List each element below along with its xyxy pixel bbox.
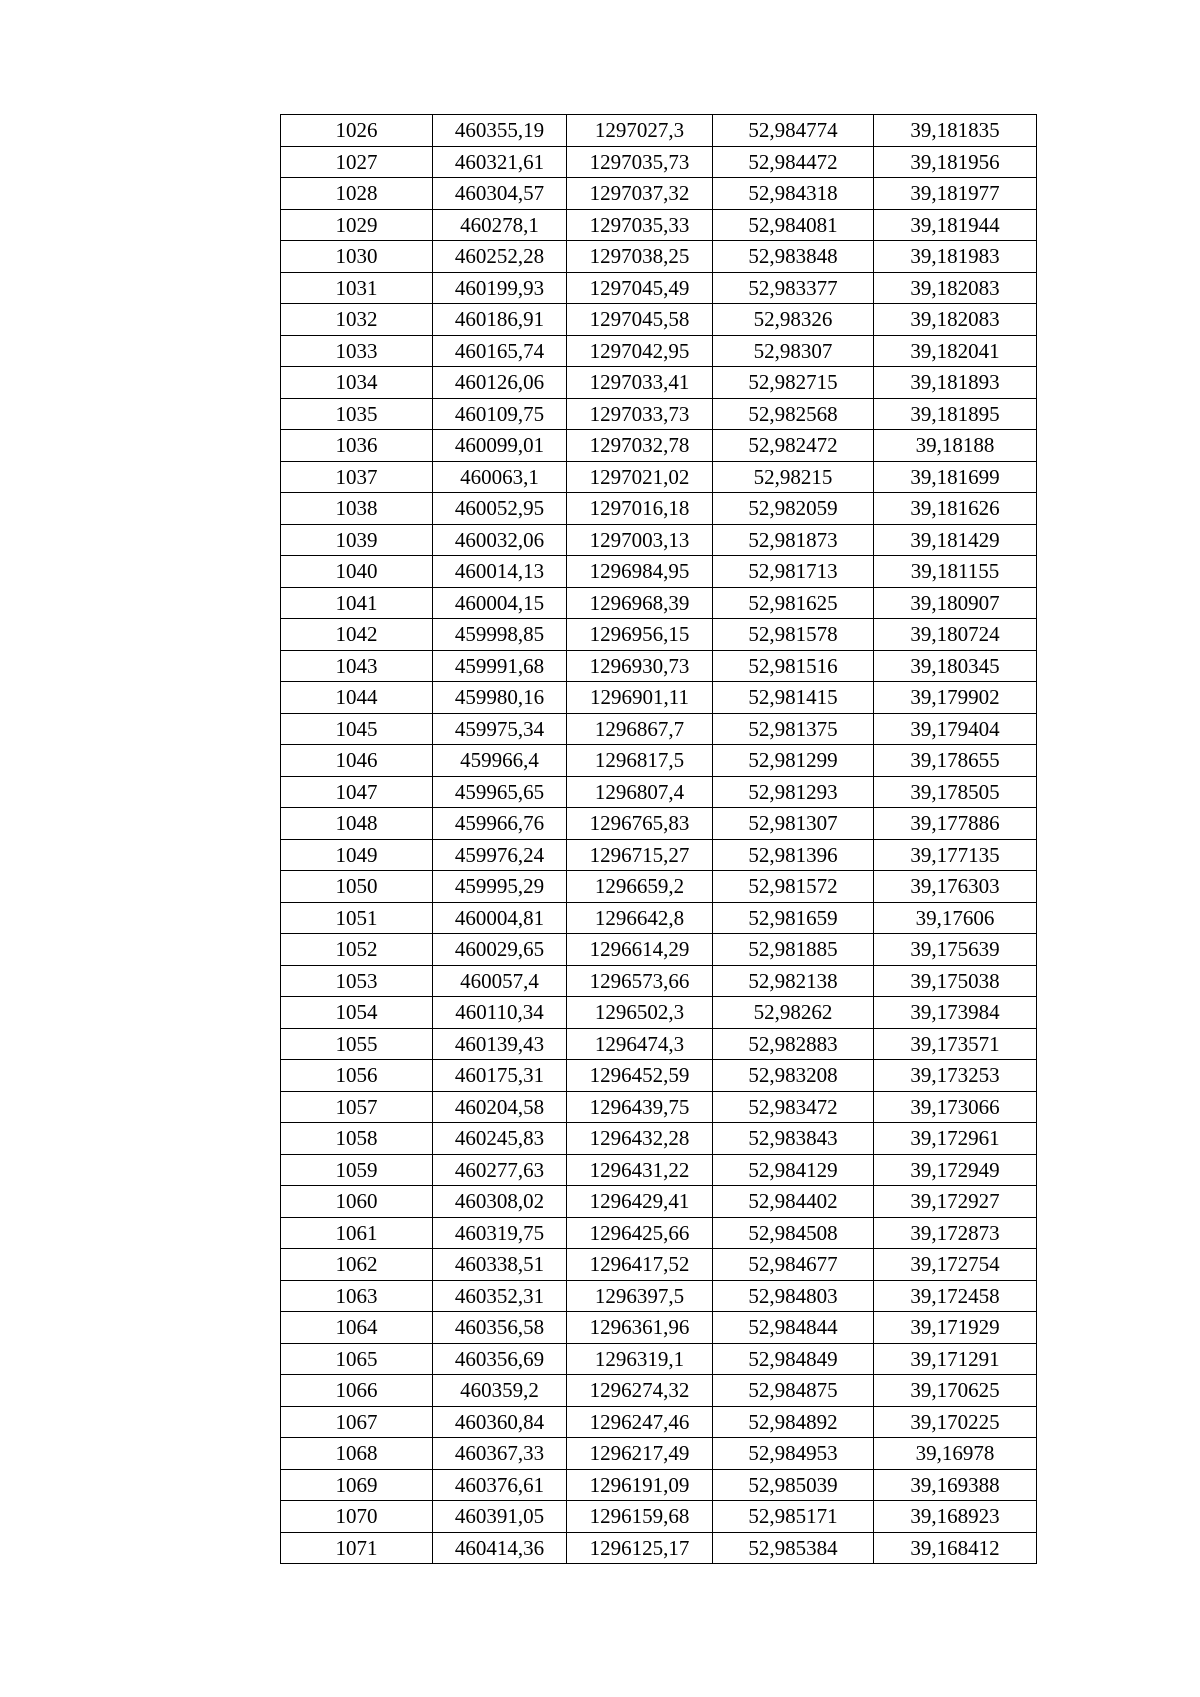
table-row — [281, 776, 1037, 808]
x-coordinate-cell: 460367,33 — [433, 1438, 567, 1470]
table-row — [281, 178, 1037, 210]
table-row — [281, 1091, 1037, 1123]
longitude-cell: 39,181895 — [874, 398, 1037, 430]
latitude-cell: 52,981396 — [713, 839, 874, 871]
table-row — [281, 997, 1037, 1029]
longitude-cell: 39,177135 — [874, 839, 1037, 871]
x-coordinate-cell: 460308,02 — [433, 1186, 567, 1218]
longitude-cell: 39,16978 — [874, 1438, 1037, 1470]
y-coordinate-cell: 1296439,75 — [567, 1091, 713, 1123]
point-number-cell: 1057 — [281, 1091, 433, 1123]
y-coordinate-cell: 1296474,3 — [567, 1028, 713, 1060]
point-number-cell: 1054 — [281, 997, 433, 1029]
point-number-cell: 1031 — [281, 272, 433, 304]
table-row — [281, 650, 1037, 682]
table-row — [281, 1501, 1037, 1533]
latitude-cell: 52,984849 — [713, 1343, 874, 1375]
point-number-cell: 1036 — [281, 430, 433, 462]
y-coordinate-cell: 1297016,18 — [567, 493, 713, 525]
y-coordinate-cell: 1296901,11 — [567, 682, 713, 714]
longitude-cell: 39,168923 — [874, 1501, 1037, 1533]
x-coordinate-cell: 460356,58 — [433, 1312, 567, 1344]
y-coordinate-cell: 1297035,33 — [567, 209, 713, 241]
x-coordinate-cell: 460304,57 — [433, 178, 567, 210]
point-number-cell: 1056 — [281, 1060, 433, 1092]
y-coordinate-cell: 1296715,27 — [567, 839, 713, 871]
point-number-cell: 1070 — [281, 1501, 433, 1533]
x-coordinate-cell: 460277,63 — [433, 1154, 567, 1186]
point-number-cell: 1027 — [281, 146, 433, 178]
point-number-cell: 1060 — [281, 1186, 433, 1218]
x-coordinate-cell: 460359,2 — [433, 1375, 567, 1407]
longitude-cell: 39,175038 — [874, 965, 1037, 997]
latitude-cell: 52,981625 — [713, 587, 874, 619]
point-number-cell: 1040 — [281, 556, 433, 588]
longitude-cell: 39,172961 — [874, 1123, 1037, 1155]
y-coordinate-cell: 1296765,83 — [567, 808, 713, 840]
latitude-cell: 52,981415 — [713, 682, 874, 714]
point-number-cell: 1045 — [281, 713, 433, 745]
latitude-cell: 52,984508 — [713, 1217, 874, 1249]
table-row — [281, 304, 1037, 336]
y-coordinate-cell: 1296361,96 — [567, 1312, 713, 1344]
longitude-cell: 39,173066 — [874, 1091, 1037, 1123]
y-coordinate-cell: 1296125,17 — [567, 1532, 713, 1564]
x-coordinate-cell: 459980,16 — [433, 682, 567, 714]
y-coordinate-cell: 1296642,8 — [567, 902, 713, 934]
y-coordinate-cell: 1297033,73 — [567, 398, 713, 430]
point-number-cell: 1061 — [281, 1217, 433, 1249]
y-coordinate-cell: 1296956,15 — [567, 619, 713, 651]
table-row — [281, 1312, 1037, 1344]
latitude-cell: 52,981659 — [713, 902, 874, 934]
y-coordinate-cell: 1297045,49 — [567, 272, 713, 304]
longitude-cell: 39,178505 — [874, 776, 1037, 808]
table-row — [281, 367, 1037, 399]
latitude-cell: 52,984081 — [713, 209, 874, 241]
y-coordinate-cell: 1296502,3 — [567, 997, 713, 1029]
point-number-cell: 1064 — [281, 1312, 433, 1344]
x-coordinate-cell: 460278,1 — [433, 209, 567, 241]
latitude-cell: 52,983843 — [713, 1123, 874, 1155]
y-coordinate-cell: 1296247,46 — [567, 1406, 713, 1438]
point-number-cell: 1052 — [281, 934, 433, 966]
longitude-cell: 39,172927 — [874, 1186, 1037, 1218]
longitude-cell: 39,181155 — [874, 556, 1037, 588]
latitude-cell: 52,981293 — [713, 776, 874, 808]
table-row — [281, 1060, 1037, 1092]
longitude-cell: 39,181626 — [874, 493, 1037, 525]
longitude-cell: 39,179404 — [874, 713, 1037, 745]
longitude-cell: 39,177886 — [874, 808, 1037, 840]
x-coordinate-cell: 459998,85 — [433, 619, 567, 651]
table-row — [281, 1154, 1037, 1186]
x-coordinate-cell: 460199,93 — [433, 272, 567, 304]
y-coordinate-cell: 1296217,49 — [567, 1438, 713, 1470]
x-coordinate-cell: 460319,75 — [433, 1217, 567, 1249]
table-row — [281, 241, 1037, 273]
table-row — [281, 524, 1037, 556]
x-coordinate-cell: 460355,19 — [433, 115, 567, 147]
latitude-cell: 52,984953 — [713, 1438, 874, 1470]
x-coordinate-cell: 460356,69 — [433, 1343, 567, 1375]
latitude-cell: 52,984844 — [713, 1312, 874, 1344]
point-number-cell: 1041 — [281, 587, 433, 619]
x-coordinate-cell: 459966,4 — [433, 745, 567, 777]
table-row — [281, 1438, 1037, 1470]
table-row — [281, 682, 1037, 714]
y-coordinate-cell: 1297021,02 — [567, 461, 713, 493]
x-coordinate-cell: 459975,34 — [433, 713, 567, 745]
x-coordinate-cell: 460052,95 — [433, 493, 567, 525]
y-coordinate-cell: 1296984,95 — [567, 556, 713, 588]
y-coordinate-cell: 1297032,78 — [567, 430, 713, 462]
longitude-cell: 39,181429 — [874, 524, 1037, 556]
y-coordinate-cell: 1297003,13 — [567, 524, 713, 556]
latitude-cell: 52,984875 — [713, 1375, 874, 1407]
latitude-cell: 52,983377 — [713, 272, 874, 304]
x-coordinate-cell: 460414,36 — [433, 1532, 567, 1564]
latitude-cell: 52,982883 — [713, 1028, 874, 1060]
y-coordinate-cell: 1297038,25 — [567, 241, 713, 273]
latitude-cell: 52,981873 — [713, 524, 874, 556]
x-coordinate-cell: 460110,34 — [433, 997, 567, 1029]
point-number-cell: 1034 — [281, 367, 433, 399]
latitude-cell: 52,981572 — [713, 871, 874, 903]
table-row — [281, 1217, 1037, 1249]
y-coordinate-cell: 1296807,4 — [567, 776, 713, 808]
coordinates-table-body — [281, 115, 1037, 1564]
point-number-cell: 1044 — [281, 682, 433, 714]
point-number-cell: 1042 — [281, 619, 433, 651]
latitude-cell: 52,981516 — [713, 650, 874, 682]
y-coordinate-cell: 1296191,09 — [567, 1469, 713, 1501]
point-number-cell: 1050 — [281, 871, 433, 903]
x-coordinate-cell: 460063,1 — [433, 461, 567, 493]
x-coordinate-cell: 460252,28 — [433, 241, 567, 273]
table-row — [281, 1028, 1037, 1060]
y-coordinate-cell: 1296397,5 — [567, 1280, 713, 1312]
y-coordinate-cell: 1297035,73 — [567, 146, 713, 178]
y-coordinate-cell: 1297033,41 — [567, 367, 713, 399]
table-row — [281, 745, 1037, 777]
y-coordinate-cell: 1296930,73 — [567, 650, 713, 682]
x-coordinate-cell: 460126,06 — [433, 367, 567, 399]
x-coordinate-cell: 460032,06 — [433, 524, 567, 556]
latitude-cell: 52,984472 — [713, 146, 874, 178]
x-coordinate-cell: 460175,31 — [433, 1060, 567, 1092]
table-row — [281, 1406, 1037, 1438]
latitude-cell: 52,982138 — [713, 965, 874, 997]
point-number-cell: 1063 — [281, 1280, 433, 1312]
longitude-cell: 39,176303 — [874, 871, 1037, 903]
table-row — [281, 556, 1037, 588]
x-coordinate-cell: 460165,74 — [433, 335, 567, 367]
x-coordinate-cell: 460029,65 — [433, 934, 567, 966]
table-row — [281, 808, 1037, 840]
longitude-cell: 39,172873 — [874, 1217, 1037, 1249]
point-number-cell: 1039 — [281, 524, 433, 556]
longitude-cell: 39,181835 — [874, 115, 1037, 147]
longitude-cell: 39,179902 — [874, 682, 1037, 714]
latitude-cell: 52,98307 — [713, 335, 874, 367]
longitude-cell: 39,17606 — [874, 902, 1037, 934]
latitude-cell: 52,982059 — [713, 493, 874, 525]
longitude-cell: 39,180345 — [874, 650, 1037, 682]
point-number-cell: 1029 — [281, 209, 433, 241]
longitude-cell: 39,172754 — [874, 1249, 1037, 1281]
longitude-cell: 39,168412 — [874, 1532, 1037, 1564]
point-number-cell: 1059 — [281, 1154, 433, 1186]
table-row — [281, 1343, 1037, 1375]
longitude-cell: 39,181977 — [874, 178, 1037, 210]
point-number-cell: 1068 — [281, 1438, 433, 1470]
table-row — [281, 1123, 1037, 1155]
point-number-cell: 1069 — [281, 1469, 433, 1501]
x-coordinate-cell: 460204,58 — [433, 1091, 567, 1123]
latitude-cell: 52,982568 — [713, 398, 874, 430]
point-number-cell: 1055 — [281, 1028, 433, 1060]
point-number-cell: 1067 — [281, 1406, 433, 1438]
longitude-cell: 39,173253 — [874, 1060, 1037, 1092]
longitude-cell: 39,182041 — [874, 335, 1037, 367]
latitude-cell: 52,984318 — [713, 178, 874, 210]
longitude-cell: 39,169388 — [874, 1469, 1037, 1501]
longitude-cell: 39,181983 — [874, 241, 1037, 273]
point-number-cell: 1043 — [281, 650, 433, 682]
y-coordinate-cell: 1296573,66 — [567, 965, 713, 997]
point-number-cell: 1053 — [281, 965, 433, 997]
longitude-cell: 39,170625 — [874, 1375, 1037, 1407]
x-coordinate-cell: 459976,24 — [433, 839, 567, 871]
point-number-cell: 1038 — [281, 493, 433, 525]
x-coordinate-cell: 460376,61 — [433, 1469, 567, 1501]
longitude-cell: 39,181699 — [874, 461, 1037, 493]
y-coordinate-cell: 1297037,32 — [567, 178, 713, 210]
point-number-cell: 1048 — [281, 808, 433, 840]
point-number-cell: 1062 — [281, 1249, 433, 1281]
longitude-cell: 39,182083 — [874, 272, 1037, 304]
latitude-cell: 52,981885 — [713, 934, 874, 966]
longitude-cell: 39,172949 — [874, 1154, 1037, 1186]
latitude-cell: 52,985171 — [713, 1501, 874, 1533]
point-number-cell: 1065 — [281, 1343, 433, 1375]
longitude-cell: 39,173571 — [874, 1028, 1037, 1060]
table-row — [281, 209, 1037, 241]
x-coordinate-cell: 460391,05 — [433, 1501, 567, 1533]
x-coordinate-cell: 460014,13 — [433, 556, 567, 588]
latitude-cell: 52,981713 — [713, 556, 874, 588]
table-row — [281, 335, 1037, 367]
x-coordinate-cell: 460139,43 — [433, 1028, 567, 1060]
point-number-cell: 1030 — [281, 241, 433, 273]
longitude-cell: 39,172458 — [874, 1280, 1037, 1312]
x-coordinate-cell: 460057,4 — [433, 965, 567, 997]
longitude-cell: 39,182083 — [874, 304, 1037, 336]
y-coordinate-cell: 1296817,5 — [567, 745, 713, 777]
table-row — [281, 1469, 1037, 1501]
point-number-cell: 1058 — [281, 1123, 433, 1155]
x-coordinate-cell: 459991,68 — [433, 650, 567, 682]
latitude-cell: 52,984803 — [713, 1280, 874, 1312]
longitude-cell: 39,170225 — [874, 1406, 1037, 1438]
longitude-cell: 39,18188 — [874, 430, 1037, 462]
latitude-cell: 52,98262 — [713, 997, 874, 1029]
latitude-cell: 52,982472 — [713, 430, 874, 462]
latitude-cell: 52,981578 — [713, 619, 874, 651]
y-coordinate-cell: 1296968,39 — [567, 587, 713, 619]
x-coordinate-cell: 460321,61 — [433, 146, 567, 178]
longitude-cell: 39,180724 — [874, 619, 1037, 651]
y-coordinate-cell: 1297042,95 — [567, 335, 713, 367]
point-number-cell: 1049 — [281, 839, 433, 871]
point-number-cell: 1028 — [281, 178, 433, 210]
x-coordinate-cell: 459966,76 — [433, 808, 567, 840]
table-row — [281, 493, 1037, 525]
longitude-cell: 39,178655 — [874, 745, 1037, 777]
table-row — [281, 902, 1037, 934]
longitude-cell: 39,175639 — [874, 934, 1037, 966]
table-row — [281, 619, 1037, 651]
latitude-cell: 52,982715 — [713, 367, 874, 399]
y-coordinate-cell: 1296429,41 — [567, 1186, 713, 1218]
latitude-cell: 52,981375 — [713, 713, 874, 745]
point-number-cell: 1037 — [281, 461, 433, 493]
x-coordinate-cell: 460004,81 — [433, 902, 567, 934]
table-row — [281, 934, 1037, 966]
latitude-cell: 52,981307 — [713, 808, 874, 840]
y-coordinate-cell: 1296425,66 — [567, 1217, 713, 1249]
y-coordinate-cell: 1296867,7 — [567, 713, 713, 745]
table-row — [281, 430, 1037, 462]
longitude-cell: 39,180907 — [874, 587, 1037, 619]
point-number-cell: 1033 — [281, 335, 433, 367]
coordinates-table — [280, 114, 1037, 1564]
x-coordinate-cell: 460186,91 — [433, 304, 567, 336]
point-number-cell: 1066 — [281, 1375, 433, 1407]
x-coordinate-cell: 460004,15 — [433, 587, 567, 619]
table-row — [281, 398, 1037, 430]
longitude-cell: 39,171929 — [874, 1312, 1037, 1344]
y-coordinate-cell: 1296452,59 — [567, 1060, 713, 1092]
latitude-cell: 52,984774 — [713, 115, 874, 147]
latitude-cell: 52,983208 — [713, 1060, 874, 1092]
point-number-cell: 1051 — [281, 902, 433, 934]
table-row — [281, 461, 1037, 493]
table-row — [281, 587, 1037, 619]
table-row — [281, 1375, 1037, 1407]
latitude-cell: 52,984677 — [713, 1249, 874, 1281]
y-coordinate-cell: 1297027,3 — [567, 115, 713, 147]
latitude-cell: 52,984892 — [713, 1406, 874, 1438]
y-coordinate-cell: 1297045,58 — [567, 304, 713, 336]
table-row — [281, 1532, 1037, 1564]
point-number-cell: 1035 — [281, 398, 433, 430]
latitude-cell: 52,981299 — [713, 745, 874, 777]
y-coordinate-cell: 1296614,29 — [567, 934, 713, 966]
longitude-cell: 39,181944 — [874, 209, 1037, 241]
latitude-cell: 52,985039 — [713, 1469, 874, 1501]
x-coordinate-cell: 460099,01 — [433, 430, 567, 462]
table-row — [281, 871, 1037, 903]
point-number-cell: 1047 — [281, 776, 433, 808]
latitude-cell: 52,98215 — [713, 461, 874, 493]
table-row — [281, 1186, 1037, 1218]
x-coordinate-cell: 460109,75 — [433, 398, 567, 430]
x-coordinate-cell: 460245,83 — [433, 1123, 567, 1155]
point-number-cell: 1046 — [281, 745, 433, 777]
y-coordinate-cell: 1296659,2 — [567, 871, 713, 903]
point-number-cell: 1071 — [281, 1532, 433, 1564]
y-coordinate-cell: 1296319,1 — [567, 1343, 713, 1375]
point-number-cell: 1032 — [281, 304, 433, 336]
latitude-cell: 52,984402 — [713, 1186, 874, 1218]
longitude-cell: 39,181956 — [874, 146, 1037, 178]
table-row — [281, 1280, 1037, 1312]
y-coordinate-cell: 1296417,52 — [567, 1249, 713, 1281]
y-coordinate-cell: 1296431,22 — [567, 1154, 713, 1186]
longitude-cell: 39,181893 — [874, 367, 1037, 399]
latitude-cell: 52,98326 — [713, 304, 874, 336]
x-coordinate-cell: 460338,51 — [433, 1249, 567, 1281]
longitude-cell: 39,173984 — [874, 997, 1037, 1029]
table-row — [281, 146, 1037, 178]
table-row — [281, 965, 1037, 997]
longitude-cell: 39,171291 — [874, 1343, 1037, 1375]
latitude-cell: 52,983472 — [713, 1091, 874, 1123]
point-number-cell: 1026 — [281, 115, 433, 147]
table-row — [281, 713, 1037, 745]
latitude-cell: 52,985384 — [713, 1532, 874, 1564]
y-coordinate-cell: 1296159,68 — [567, 1501, 713, 1533]
x-coordinate-cell: 460352,31 — [433, 1280, 567, 1312]
table-row — [281, 115, 1037, 147]
table-row — [281, 839, 1037, 871]
latitude-cell: 52,984129 — [713, 1154, 874, 1186]
table-row — [281, 272, 1037, 304]
x-coordinate-cell: 459965,65 — [433, 776, 567, 808]
y-coordinate-cell: 1296432,28 — [567, 1123, 713, 1155]
y-coordinate-cell: 1296274,32 — [567, 1375, 713, 1407]
x-coordinate-cell: 459995,29 — [433, 871, 567, 903]
table-row — [281, 1249, 1037, 1281]
latitude-cell: 52,983848 — [713, 241, 874, 273]
x-coordinate-cell: 460360,84 — [433, 1406, 567, 1438]
